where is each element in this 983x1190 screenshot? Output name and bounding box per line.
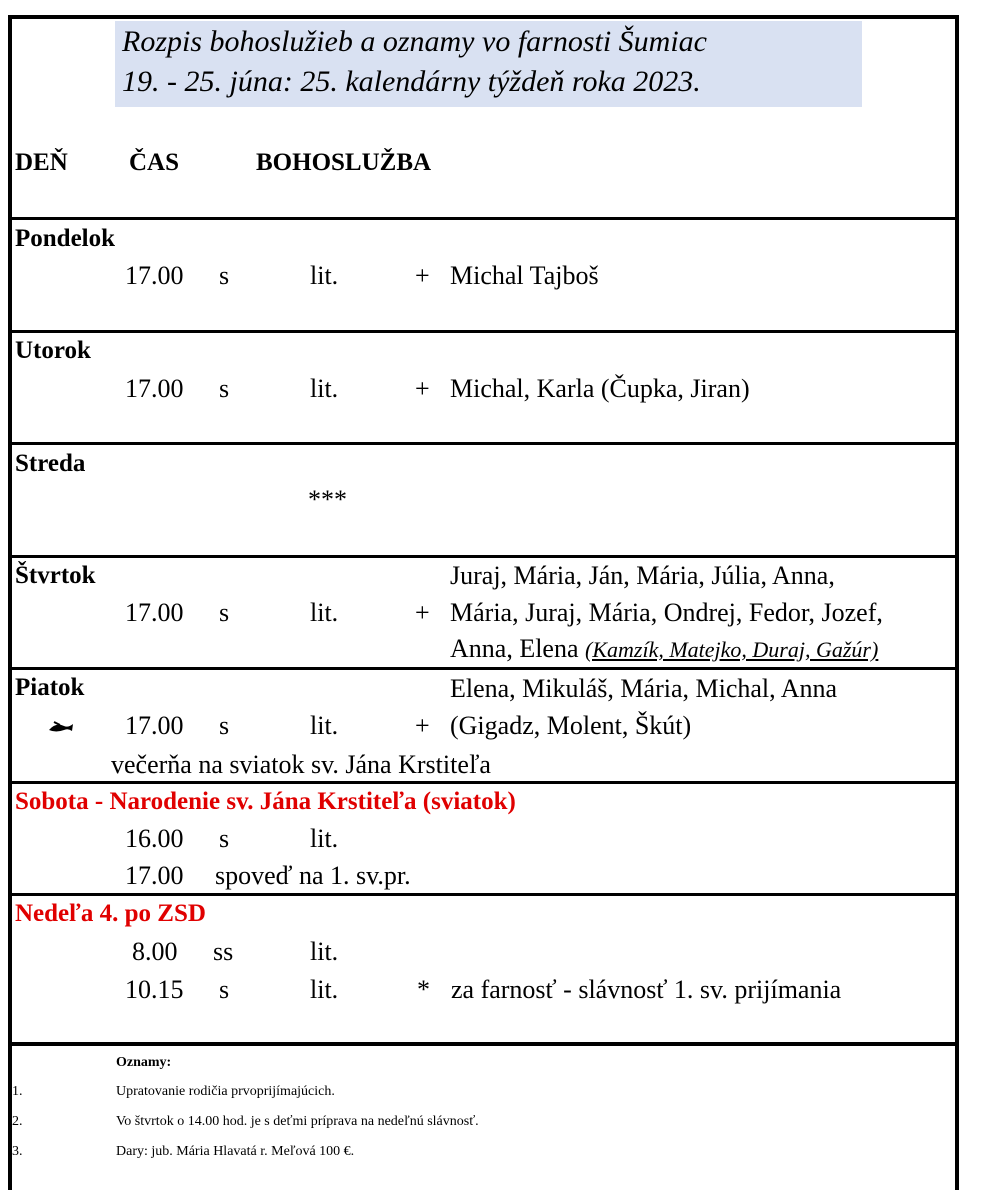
day-monday: Pondelok bbox=[15, 225, 116, 252]
monday-intent: Michal Tajboš bbox=[450, 261, 599, 290]
sunday-time-1: 8.00 bbox=[132, 937, 178, 966]
saturday-confession: spoveď na 1. sv.pr. bbox=[215, 861, 411, 890]
fish-icon bbox=[46, 718, 76, 734]
sunday-mark-2: * bbox=[417, 975, 430, 1004]
announcement-text: Upratovanie rodičia prvoprijímajúcich. bbox=[116, 1084, 335, 1099]
monday-lang: s bbox=[219, 261, 230, 290]
saturday-lang-1: s bbox=[219, 824, 230, 853]
sunday-lang-1: ss bbox=[213, 937, 234, 966]
tuesday-type: lit. bbox=[310, 374, 339, 403]
title-line-1: Rozpis bohoslužieb a oznamy vo farnosti Šumiac bbox=[122, 25, 707, 58]
announcement-text: Dary: jub. Mária Hlavatá r. Meľová 100 €. bbox=[116, 1144, 355, 1159]
title-line-2: 19. - 25. júna: 25. kalendárny týždeň roka 2023. bbox=[122, 65, 701, 98]
row-separator bbox=[12, 781, 955, 784]
friday-intent-line-1: Elena, Mikuláš, Mária, Michal, Anna bbox=[450, 674, 838, 703]
sunday-intent-2: za farnosť - slávnosť 1. sv. prijímania bbox=[451, 975, 842, 1004]
schedule-sheet bbox=[8, 15, 959, 1190]
friday-mark: + bbox=[415, 711, 430, 740]
row-separator bbox=[12, 555, 955, 558]
row-separator bbox=[12, 217, 955, 220]
day-sunday: Nedeľa 4. po ZSD bbox=[15, 900, 206, 927]
announcements-heading: Oznamy: bbox=[116, 1055, 172, 1070]
thursday-type: lit. bbox=[310, 598, 339, 627]
thursday-time: 17.00 bbox=[125, 598, 184, 627]
row-separator bbox=[12, 893, 955, 896]
day-saturday: Sobota - Narodenie sv. Jána Krstiteľa (sviatok) bbox=[15, 788, 516, 815]
header-service: BOHOSLUŽBA bbox=[256, 149, 432, 176]
sunday-type-2: lit. bbox=[310, 975, 339, 1004]
thursday-lang: s bbox=[219, 598, 230, 627]
thursday-intent-line-2: Mária, Juraj, Mária, Ondrej, Fedor, Jozef, bbox=[450, 598, 883, 627]
monday-time: 17.00 bbox=[125, 261, 184, 290]
day-tuesday: Utorok bbox=[15, 337, 91, 364]
tuesday-lang: s bbox=[219, 374, 230, 403]
row-separator bbox=[12, 330, 955, 333]
thursday-intent-names: Anna, Elena bbox=[450, 634, 586, 663]
announcement-number: 3. bbox=[12, 1144, 23, 1159]
friday-vespers: večerňa na sviatok sv. Jána Krstiteľa bbox=[111, 750, 491, 779]
day-friday: Piatok bbox=[15, 674, 85, 701]
tuesday-time: 17.00 bbox=[125, 374, 184, 403]
sunday-lang-2: s bbox=[219, 975, 230, 1004]
friday-lang: s bbox=[219, 711, 230, 740]
monday-type: lit. bbox=[310, 261, 339, 290]
thursday-intent-line-3 bbox=[450, 634, 878, 664]
monday-mark: + bbox=[415, 261, 430, 290]
thursday-mark: + bbox=[415, 598, 430, 627]
row-separator bbox=[12, 442, 955, 445]
day-wednesday: Streda bbox=[15, 450, 86, 477]
announcement-text: Vo štvrtok o 14.00 hod. je s deťmi príprava na nedeľnú slávnosť. bbox=[116, 1114, 479, 1129]
saturday-time-2: 17.00 bbox=[125, 861, 184, 890]
friday-time: 17.00 bbox=[125, 711, 184, 740]
wednesday-stars: *** bbox=[308, 485, 347, 514]
friday-intent-line-2: (Gigadz, Molent, Škút) bbox=[450, 711, 692, 740]
tuesday-intent: Michal, Karla (Čupka, Jiran) bbox=[450, 374, 750, 403]
saturday-time-1: 16.00 bbox=[125, 824, 184, 853]
saturday-type-1: lit. bbox=[310, 824, 339, 853]
announcement-number: 1. bbox=[12, 1084, 23, 1099]
row-separator bbox=[12, 1042, 955, 1046]
friday-type: lit. bbox=[310, 711, 339, 740]
sunday-type-1: lit. bbox=[310, 937, 339, 966]
header-time: ČAS bbox=[129, 149, 180, 176]
announcement-number: 2. bbox=[12, 1114, 23, 1129]
thursday-intent-line-1: Juraj, Mária, Ján, Mária, Júlia, Anna, bbox=[450, 561, 835, 590]
thursday-intent-families: (Kamzík, Matejko, Duraj, Gažúr) bbox=[585, 637, 879, 662]
row-separator bbox=[12, 667, 955, 670]
tuesday-mark: + bbox=[415, 374, 430, 403]
day-thursday: Štvrtok bbox=[15, 562, 96, 589]
title-box bbox=[115, 21, 862, 107]
sunday-time-2: 10.15 bbox=[125, 975, 184, 1004]
header-day: DEŇ bbox=[15, 149, 68, 176]
